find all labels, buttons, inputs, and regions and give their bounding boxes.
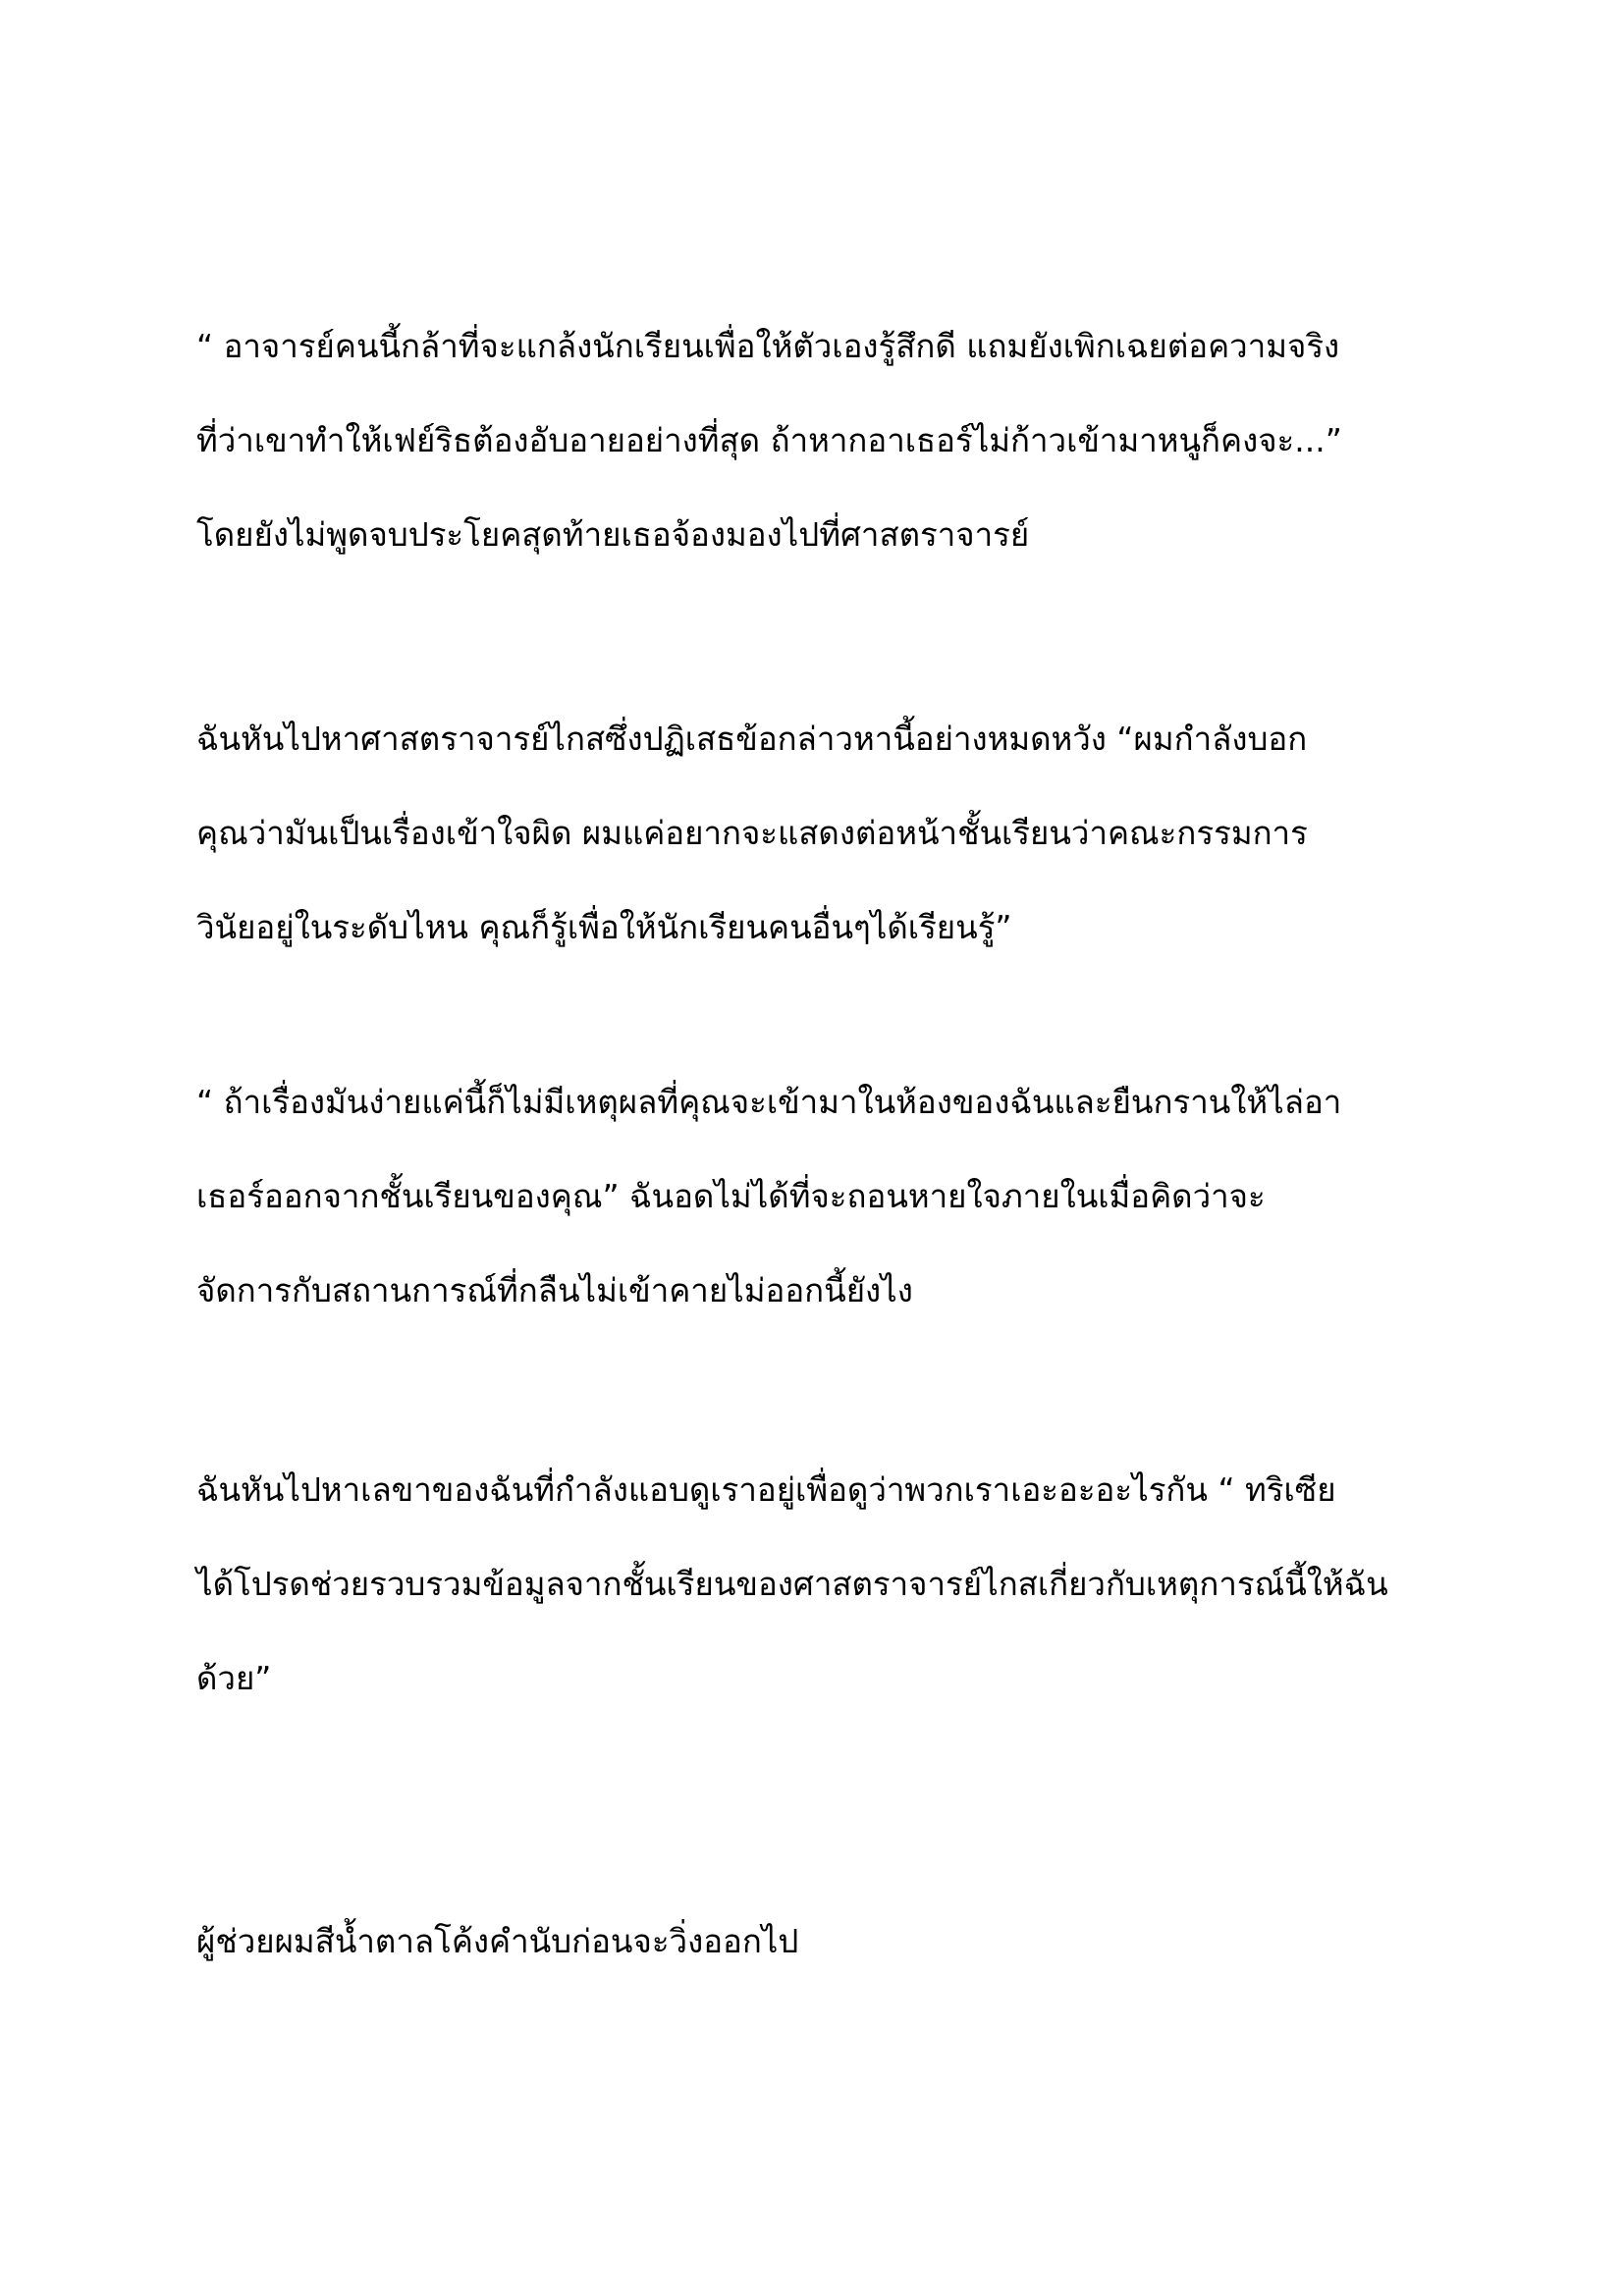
paragraph-1 [196, 299, 1434, 582]
paragraph-line: ฉันหันไปหาศาสตราจารย์ไกสซึ่งปฏิเสธข้อกล่าวหานี้อย่างหมดหวัง “ผมกำลังบอก [196, 720, 1308, 758]
paragraph-line: ได้โปรดช่วยรวบรวมข้อมูลจากชั้นเรียนของศาสตราจารย์ไกสเกี่ยวกับเหตุการณ์นี้ให้ฉัน [196, 1565, 1388, 1603]
paragraph-line: ฉันหันไปหาเลขาของฉันที่กำลังแอบดูเราอยู่เพื่อดูว่าพวกเราเอะอะอะไรกัน “ ทริเซีย [196, 1470, 1336, 1509]
paragraph-5 [196, 1895, 1434, 1989]
paragraph-line: “ อาจารย์คนนี้กล้าที่จะแกล้งนักเรียนเพื่อให้ตัวเองรู้สึกดี แถมยังเพิกเฉยต่อความจริง [196, 327, 1340, 365]
paragraph-2 [196, 692, 1434, 975]
paragraph-line: จัดการกับสถานการณ์ที่กลืนไม่เข้าคายไม่ออกนี้ยังไง [196, 1271, 913, 1309]
paragraph-line: ผู้ช่วยผมสีน้ำตาลโค้งคำนับก่อนจะวิ่งออกไป [196, 1922, 799, 1960]
paragraph-line: โดยยังไม่พูดจบประโยคสุดท้ายเธอจ้องมองไปที่ศาสตราจารย์ [196, 515, 1030, 554]
paragraph-line: ที่ว่าเขาทำให้เฟย์ริธต้องอับอายอย่างที่สุด ถ้าหากอาเธอร์ไม่ก้าวเข้ามาหนูก็คงจะ...” [196, 421, 1342, 459]
paragraph-line: “ ถ้าเรื่องมันง่ายแค่นี้ก็ไม่มีเหตุผลที่คุณจะเข้ามาในห้องของฉันและยืนกรานให้ไล่อา [196, 1083, 1342, 1121]
paragraph-line: คุณว่ามันเป็นเรื่องเข้าใจผิด ผมแค่อยากจะแสดงต่อหน้าชั้นเรียนว่าคณะกรรมการ [196, 814, 1308, 852]
paragraph-4 [196, 1443, 1434, 1726]
paragraph-line: ด้วย” [196, 1659, 272, 1697]
paragraph-3 [196, 1055, 1434, 1338]
paragraph-line: วินัยอยู่ในระดับไหน คุณก็รู้เพื่อให้นักเรียนคนอื่นๆได้เรียนรู้” [196, 908, 1012, 946]
paragraph-line: เธอร์ออกจากชั้นเรียนของคุณ” ฉันอดไม่ได้ที่จะถอนหายใจภายในเมื่อคิดว่าจะ [196, 1177, 1266, 1215]
